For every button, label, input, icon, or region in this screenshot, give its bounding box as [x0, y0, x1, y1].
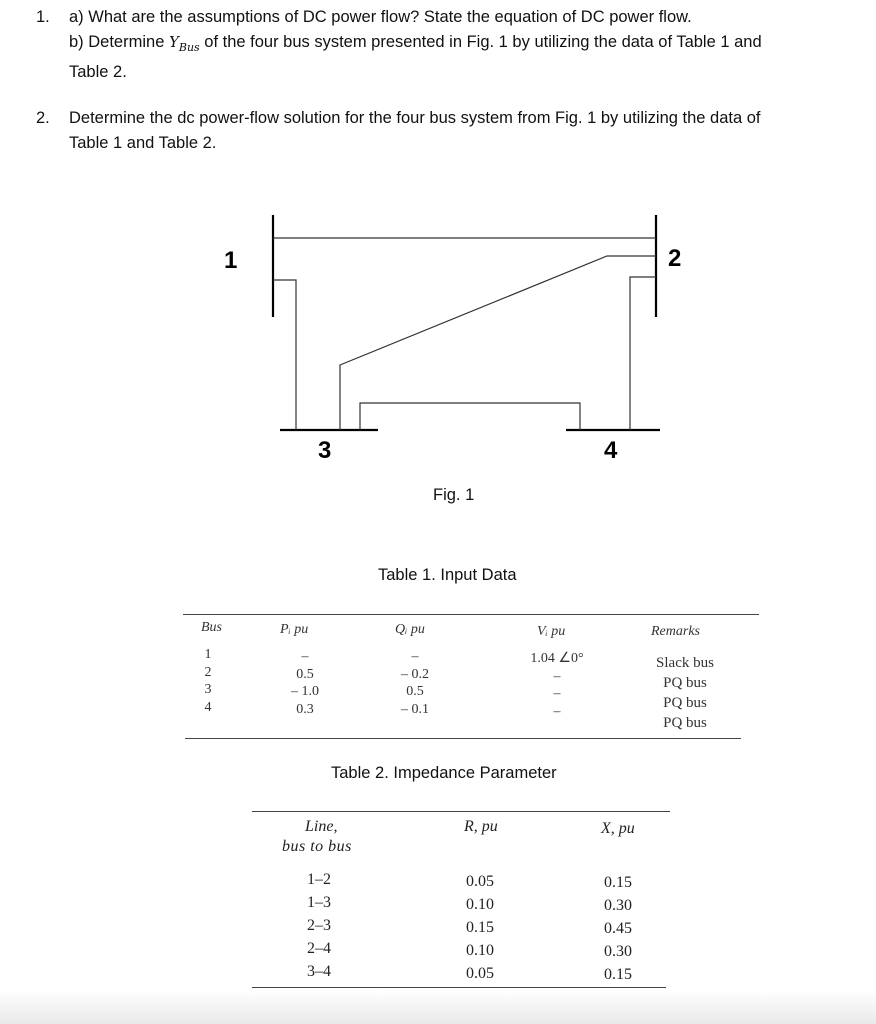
table-2-bottom-rule	[252, 987, 666, 988]
table-1-header-q: Qᵢ pu	[395, 622, 425, 637]
table-2-cell: 0.10	[466, 896, 494, 913]
table-2-cell: 0.30	[604, 943, 632, 960]
table-1-v-column	[512, 650, 602, 720]
table-1-cell: 0.3	[296, 701, 314, 717]
table-2-cell: 0.15	[604, 966, 632, 983]
bus-label-3: 3	[318, 437, 332, 464]
table-2-cell: 1–3	[307, 894, 331, 911]
table-1-cell: Slack bus	[656, 655, 714, 671]
ybus-symbol: $Y_{Bus}$	[168, 33, 200, 54]
table-2-cell: 0.05	[466, 873, 494, 890]
table-1-cell: 0.5	[406, 684, 424, 699]
bus-label-2: 2	[668, 245, 682, 272]
table-2-cell: 1–2	[307, 871, 331, 888]
table-1-cell: 2	[204, 664, 212, 680]
bus-label-1: 1	[224, 247, 238, 274]
table-1-cell: 1	[204, 647, 212, 662]
table-1-top-rule	[183, 614, 759, 615]
table-2-cell: 0.30	[604, 897, 632, 914]
line-3-4	[360, 403, 580, 430]
table-1-cell: PQ bus	[663, 695, 707, 711]
table-2-r-column	[466, 870, 494, 985]
table-2-cell: 0.05	[466, 965, 494, 982]
table-2-x-column	[604, 871, 632, 986]
line-1-3	[273, 280, 296, 430]
table-1-cell: –	[301, 649, 309, 664]
table-2-top-rule	[252, 811, 670, 812]
page-bottom-shadow	[0, 990, 876, 1024]
table-1-cell: 3	[204, 682, 212, 697]
table-2-title: Table 2. Impedance Parameter	[331, 764, 557, 782]
table-1-cell: PQ bus	[663, 715, 707, 731]
four-bus-diagram	[0, 200, 876, 480]
question-2-text: Determine the dc power-flow solution for the four bus system from Fig. 1 by utilizing the data of	[69, 109, 761, 127]
table-2-cell: 2–3	[307, 917, 331, 934]
line-2-3	[340, 256, 656, 430]
table-1-header-p: Pᵢ pu	[280, 622, 309, 637]
question-1	[36, 5, 856, 85]
question-2-continuation: Table 1 and Table 2.	[69, 134, 217, 152]
table-1-cell: –	[553, 686, 561, 701]
table-2-cell: 0.45	[604, 920, 632, 937]
question-1b-continuation: Table 2.	[69, 63, 127, 81]
table-1-cell: – 0.1	[401, 701, 429, 717]
table-2-header-x: X, pu	[601, 820, 635, 837]
table-1-cell: 0.5	[296, 666, 314, 682]
question-2	[36, 106, 856, 156]
table-1-title: Table 1. Input Data	[378, 566, 517, 584]
table-1-q-column	[380, 648, 450, 718]
table-1-header-v: Vᵢ pu	[537, 624, 566, 639]
question-1b-text: b) Determine $Y_{Bus}$ of the four bus system presented in Fig. 1 by utilizing the data of Table 1 and	[69, 33, 762, 54]
table-1-header-bus: Bus	[201, 620, 222, 635]
table-1-cell: PQ bus	[663, 675, 707, 691]
table-2-cell: 0.15	[604, 874, 632, 891]
table-2-cell: 2–4	[307, 940, 331, 957]
table-1-cell: –	[411, 649, 419, 664]
table-1-header-remarks: Remarks	[651, 624, 700, 639]
table-1-cell: 1.04 ∠0°	[530, 651, 584, 666]
table-1-cell: 4	[204, 699, 212, 715]
line-2-4	[630, 277, 656, 430]
table-1-bus-column	[201, 646, 215, 716]
figure-caption: Fig. 1	[433, 486, 475, 504]
table-1-bottom-rule	[185, 738, 741, 739]
table-1-p-column	[270, 648, 340, 718]
question-2-number: 2.	[36, 109, 50, 127]
table-2-cell: 3–4	[307, 963, 331, 980]
question-1-number: 1.	[36, 8, 50, 26]
table-2-cell: 0.10	[466, 942, 494, 959]
table-2-line-column	[307, 868, 331, 983]
table-2-cell: 0.15	[466, 919, 494, 936]
table-1-cell: – 0.2	[401, 666, 429, 682]
table-1-remarks-column	[640, 652, 730, 734]
table-1-cell: – 1.0	[291, 684, 319, 699]
table-2-header-r: R, pu	[464, 818, 498, 835]
bus-label-4: 4	[604, 437, 618, 464]
table-2-header-line: Line,	[305, 818, 338, 835]
table-1-cell: –	[553, 703, 561, 719]
question-1a-text: a) What are the assumptions of DC power flow? State the equation of DC power flow.	[69, 8, 692, 26]
table-2-header-bus-to-bus: bus to bus	[282, 838, 352, 855]
table-1-cell: –	[553, 668, 561, 684]
